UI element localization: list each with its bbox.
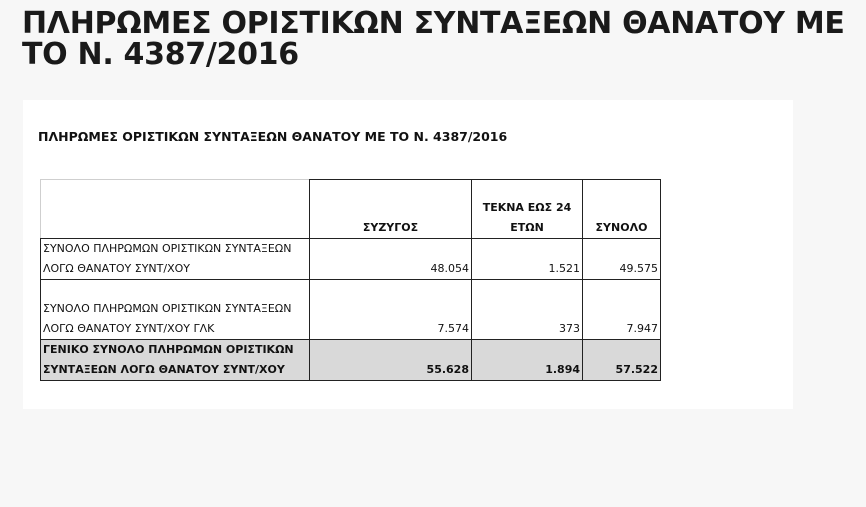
header-total: ΣΥΝΟΛΟ: [583, 180, 661, 239]
spouse-value: 55.628: [310, 340, 472, 381]
table-header-row: [41, 180, 661, 239]
header-children: ΤΕΚΝΑ ΕΩΣ 24 ΕΤΩΝ: [472, 180, 583, 239]
header-empty-cell: [41, 180, 310, 239]
grand-total-row: [41, 340, 661, 381]
table-row: [41, 280, 661, 340]
spouse-value: 7.574: [310, 280, 472, 340]
header-spouse: ΣΥΖΥΓΟΣ: [310, 180, 472, 239]
payments-table: [40, 179, 661, 381]
page-title: ΠΛΗΡΩΜΕΣ ΟΡΙΣΤΙΚΩΝ ΣΥΝΤΑΞΕΩΝ ΘΑΝΑΤΟΥ ΜΕ ΤΟ Ν. 4387/2016: [22, 6, 845, 72]
document-card: [23, 100, 793, 409]
total-value: 57.522: [583, 340, 661, 381]
grand-total-label: ΓΕΝΙΚΟ ΣΥΝΟΛΟ ΠΛΗΡΩΜΩΝ ΟΡΙΣΤΙΚΩΝ ΣΥΝΤΑΞΕΩΝ ΛΟΓΩ ΘΑΝΑΤΟΥ ΣΥΝΤ/ΧΟΥ: [41, 340, 310, 381]
table-row: [41, 239, 661, 280]
total-value: 49.575: [583, 239, 661, 280]
spouse-value: 48.054: [310, 239, 472, 280]
children-value: 1.894: [472, 340, 583, 381]
document-heading: ΠΛΗΡΩΜΕΣ ΟΡΙΣΤΙΚΩΝ ΣΥΝΤΑΞΕΩΝ ΘΑΝΑΤΟΥ ΜΕ ΤΟ Ν. 4387/2016: [38, 129, 508, 144]
children-value: 1.521: [472, 239, 583, 280]
row-label: ΣΥΝΟΛΟ ΠΛΗΡΩΜΩΝ ΟΡΙΣΤΙΚΩΝ ΣΥΝΤΑΞΕΩΝ ΛΟΓΩ ΘΑΝΑΤΟΥ ΣΥΝΤ/ΧΟΥ: [41, 239, 310, 280]
children-value: 373: [472, 280, 583, 340]
total-value: 7.947: [583, 280, 661, 340]
row-label: ΣΥΝΟΛΟ ΠΛΗΡΩΜΩΝ ΟΡΙΣΤΙΚΩΝ ΣΥΝΤΑΞΕΩΝ ΛΟΓΩ ΘΑΝΑΤΟΥ ΣΥΝΤ/ΧΟΥ ΓΛΚ: [41, 280, 310, 340]
